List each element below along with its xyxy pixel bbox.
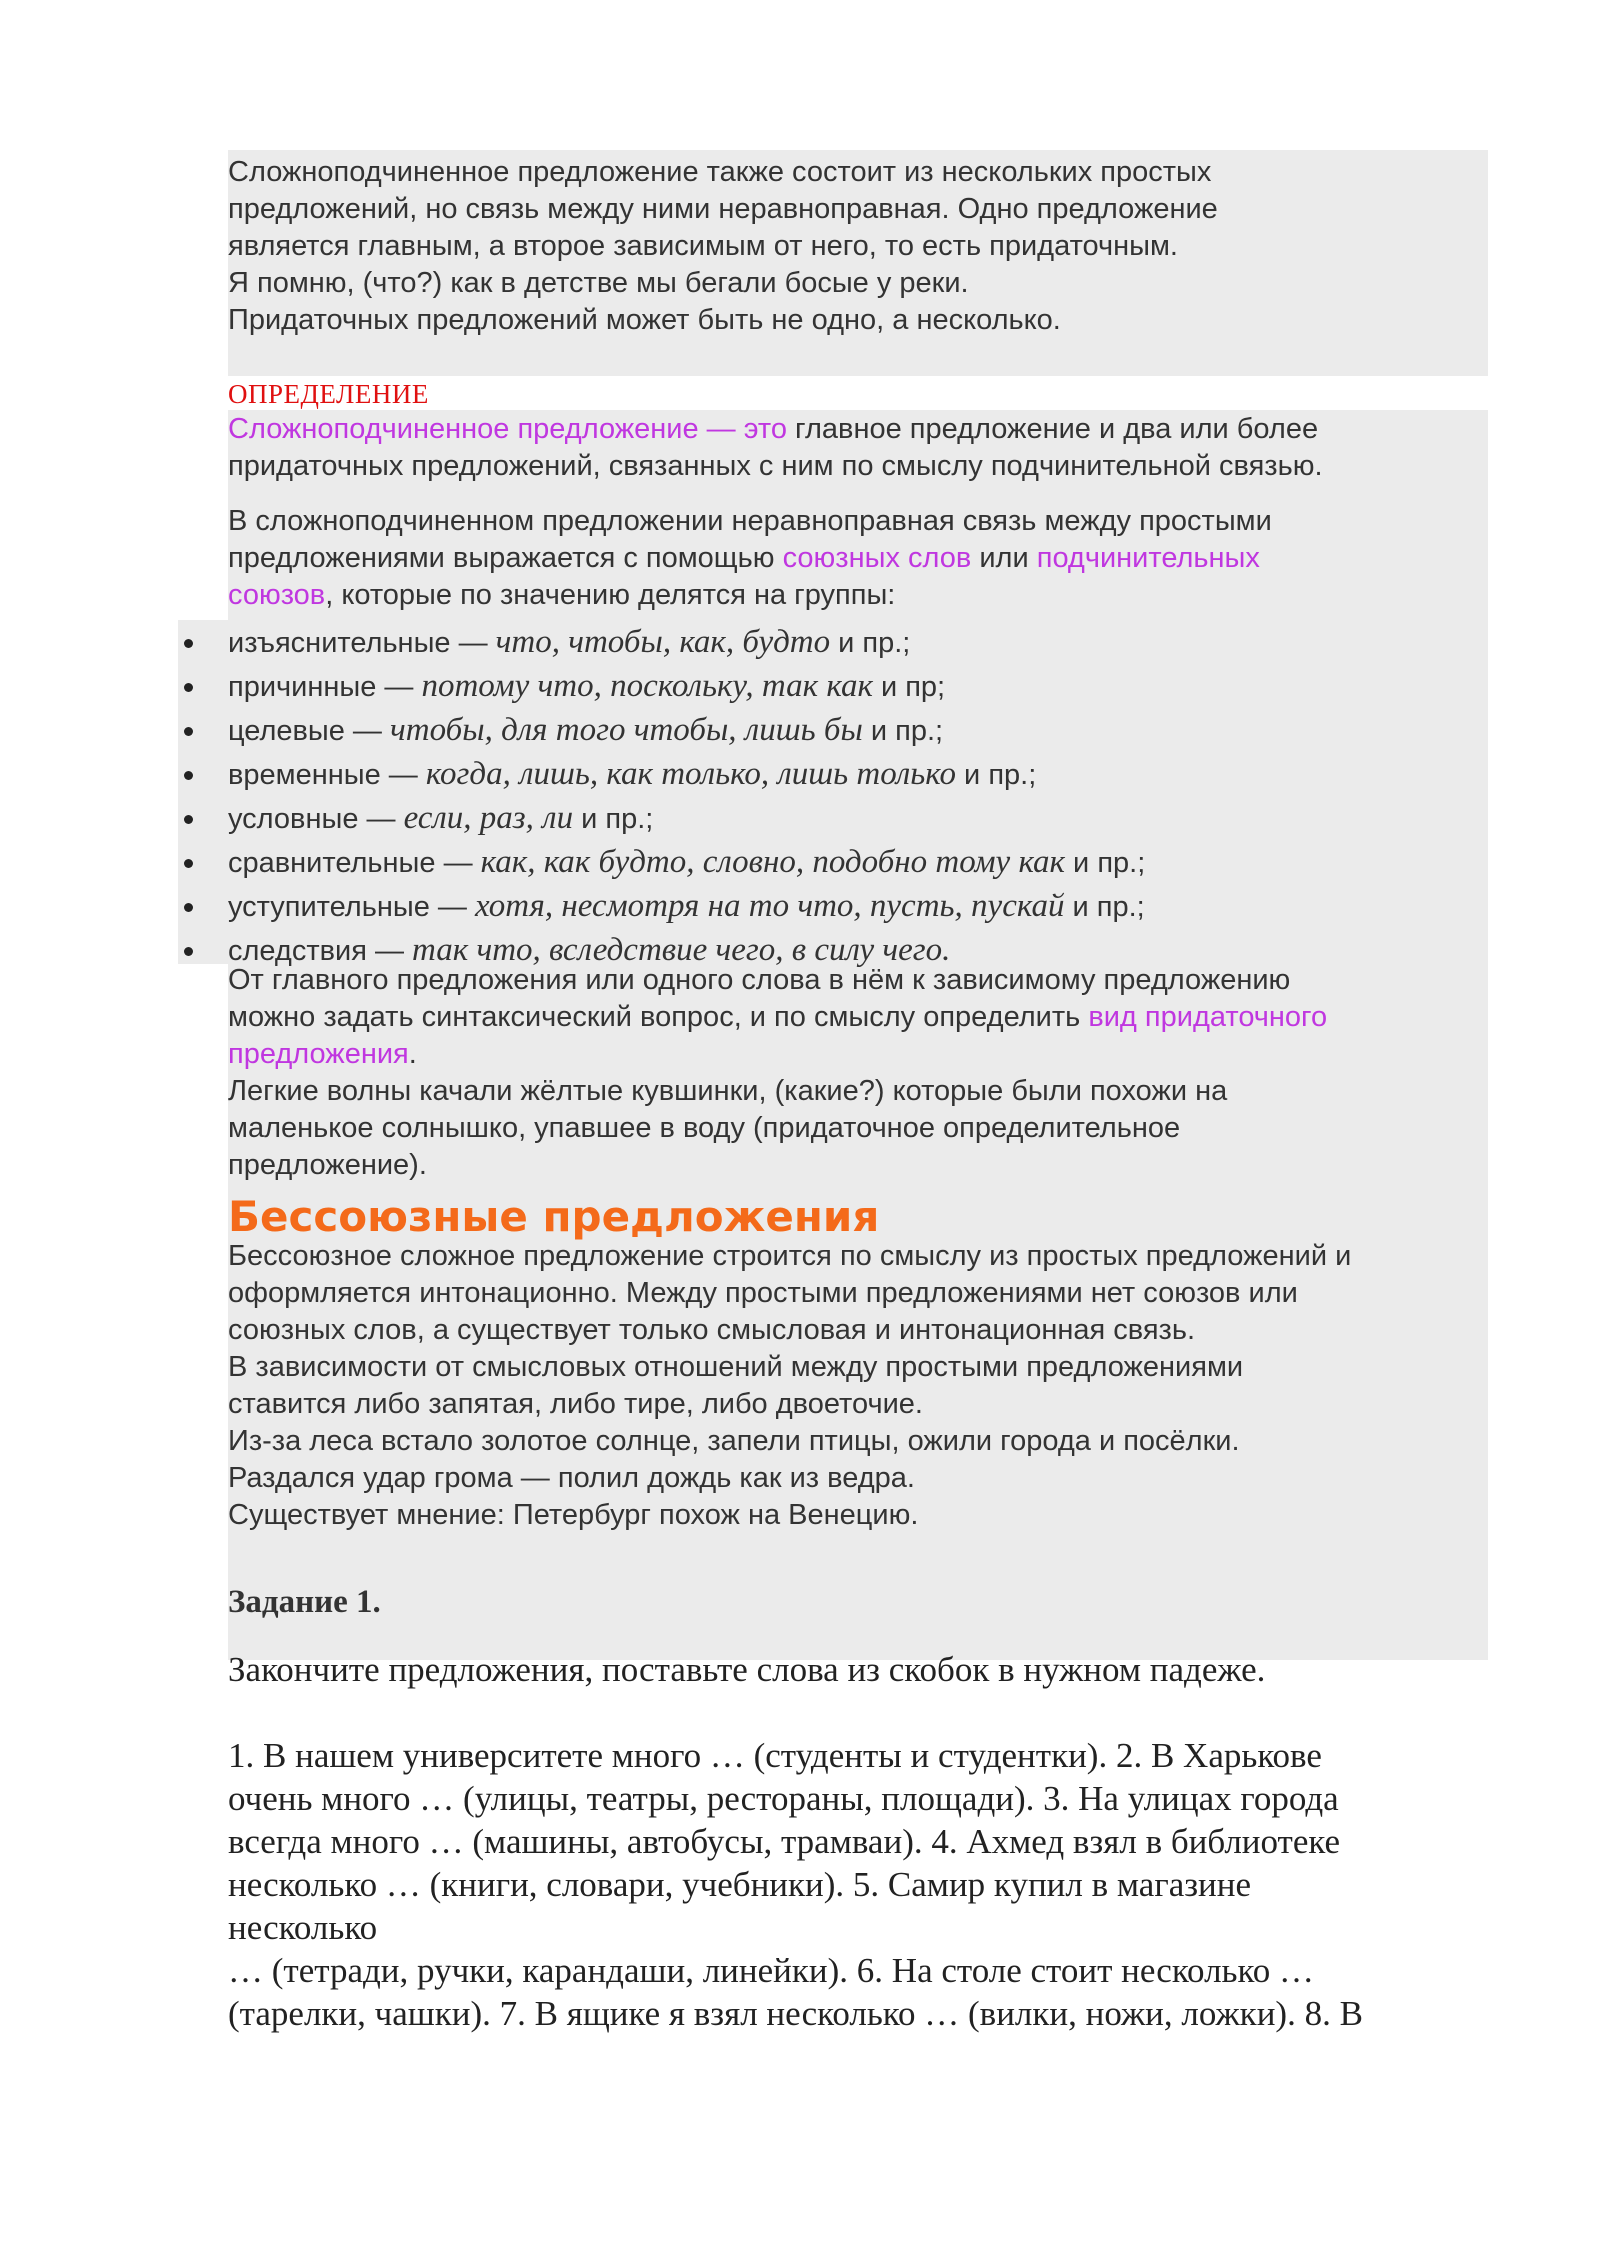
connection-text: предложениями выражается с помощью bbox=[228, 542, 783, 574]
exercise-line: несколько bbox=[228, 1908, 378, 1947]
intro-line: является главным, а второе зависимым от него, то есть придаточным. bbox=[228, 230, 1178, 262]
question-example: маленькое солнышко, упавшее в воду (придаточное определительное bbox=[228, 1112, 1181, 1144]
exercise-line: очень много … (улицы, театры, рестораны, площади). 3. На улицах города bbox=[228, 1779, 1339, 1818]
link-subordinating-conjunctions[interactable]: союзов bbox=[228, 579, 326, 611]
connection-text: или bbox=[971, 542, 1037, 574]
asyndetic-paragraph bbox=[228, 1238, 1488, 1534]
intro-line: предложений, но связь между ними неравноправная. Одно предложение bbox=[228, 193, 1218, 225]
bullet-icon bbox=[184, 771, 193, 780]
asyndetic-line: союзных слов, а существует только смысловая и интонационная связь. bbox=[228, 1314, 1195, 1346]
asyndetic-example: Существует мнение: Петербург похож на Венецию. bbox=[228, 1499, 919, 1531]
asyndetic-line: Бессоюзное сложное предложение строится по смыслу из простых предложений и bbox=[228, 1240, 1352, 1272]
link-subordinate-clause-type[interactable]: предложения bbox=[228, 1038, 409, 1070]
intro-line: Сложноподчиненное предложение также состоит из нескольких простых bbox=[228, 156, 1212, 188]
connection-paragraph bbox=[228, 503, 1488, 614]
bullet-icon bbox=[184, 859, 193, 868]
list-item: изъяснительные — что, чтобы, как, будто и пр.; bbox=[228, 624, 1428, 668]
examples: как, как будто, словно, подобно тому как bbox=[480, 844, 1065, 880]
conjunction-groups-list bbox=[228, 624, 1428, 976]
intro-paragraph bbox=[228, 154, 1488, 339]
task-exercise bbox=[228, 1734, 1488, 2035]
list-item: условные — если, раз, ли и пр.; bbox=[228, 800, 1428, 844]
asyndetic-line: оформляется интонационно. Между простыми предложениями нет союзов или bbox=[228, 1277, 1298, 1309]
examples: если, раз, ли bbox=[403, 800, 574, 836]
bullet-icon bbox=[184, 683, 193, 692]
definition-term-link[interactable]: Сложноподчиненное предложение — это bbox=[228, 413, 787, 445]
exercise-line: 1. В нашем университете много … (студенты и студентки). 2. В Харькове bbox=[228, 1736, 1322, 1775]
question-text: можно задать синтаксический вопрос, и по смыслу определить bbox=[228, 1001, 1089, 1033]
definition-text: придаточных предложений, связанных с ним по смыслу подчинительной связью. bbox=[228, 450, 1323, 482]
exercise-line: всегда много … (машины, автобусы, трамваи). 4. Ахмед взял в библиотеке bbox=[228, 1822, 1341, 1861]
examples: так что, вследствие чего, в силу чего. bbox=[412, 932, 951, 968]
bullet-icon bbox=[184, 815, 193, 824]
definition-text: главное предложение и два или более bbox=[786, 413, 1319, 445]
list-item: причинные — потому что, поскольку, так как и пр; bbox=[228, 668, 1428, 712]
intro-example: Я помню, (что?) как в детстве мы бегали босые у реки. bbox=[228, 267, 969, 299]
task-title: Задание 1. bbox=[228, 1584, 381, 1620]
list-item: сравнительные — как, как будто, словно, подобно тому как и пр.; bbox=[228, 844, 1428, 888]
list-item: временные — когда, лишь, как только, лишь только и пр.; bbox=[228, 756, 1428, 800]
question-text: От главного предложения или одного слова в нём к зависимому предложению bbox=[228, 964, 1291, 996]
definition-paragraph bbox=[228, 411, 1488, 485]
question-text: . bbox=[408, 1038, 417, 1070]
task-instruction: Закончите предложения, поставьте слова из скобок в нужном падеже. bbox=[228, 1650, 1266, 1689]
asyndetic-line: В зависимости от смысловых отношений между простыми предложениями bbox=[228, 1351, 1244, 1383]
asyndetic-line: ставится либо запятая, либо тире, либо двоеточие. bbox=[228, 1388, 923, 1420]
question-paragraph bbox=[228, 962, 1488, 1184]
list-item: следствия — так что, вследствие чего, в силу чего. bbox=[228, 932, 1428, 976]
bullet-icon bbox=[184, 903, 193, 912]
bullet-icon bbox=[184, 639, 193, 648]
exercise-line: (тарелки, чашки). 7. В ящике я взял несколько … (вилки, ножи, ложки). 8. В bbox=[228, 1994, 1363, 2033]
examples: когда, лишь, как только, лишь только bbox=[425, 756, 956, 792]
connection-text: , которые по значению делятся на группы: bbox=[325, 579, 896, 611]
exercise-line: … (тетради, ручки, карандаши, линейки). 6. На столе стоит несколько … bbox=[228, 1951, 1314, 1990]
intro-line: Придаточных предложений может быть не одно, а несколько. bbox=[228, 304, 1061, 336]
link-subordinating-conjunctions[interactable]: подчинительных bbox=[1036, 542, 1260, 574]
bullet-icon bbox=[184, 947, 193, 956]
section-heading: Бессоюзные предложения bbox=[228, 1192, 880, 1241]
question-example: Легкие волны качали жёлтые кувшинки, (какие?) которые были похожи на bbox=[228, 1075, 1228, 1107]
examples: потому что, поскольку, так как bbox=[421, 668, 873, 704]
examples: что, чтобы, как, будто bbox=[495, 624, 831, 660]
connection-text: В сложноподчиненном предложении неравноправная связь между простыми bbox=[228, 505, 1272, 537]
examples: чтобы, для того чтобы, лишь бы bbox=[390, 712, 863, 748]
examples: хотя, несмотря на то что, пусть, пускай bbox=[474, 888, 1065, 924]
bullet-icon bbox=[184, 727, 193, 736]
definition-label: ОПРЕДЕЛЕНИЕ bbox=[228, 379, 429, 409]
asyndetic-example: Раздался удар грома — полил дождь как из ведра. bbox=[228, 1462, 915, 1494]
list-item: уступительные — хотя, несмотря на то что, пусть, пускай и пр.; bbox=[228, 888, 1428, 932]
link-conjunctive-words[interactable]: союзных слов bbox=[782, 542, 972, 574]
link-subordinate-clause-type[interactable]: вид придаточного bbox=[1088, 1001, 1328, 1033]
list-item: целевые — чтобы, для того чтобы, лишь бы и пр.; bbox=[228, 712, 1428, 756]
exercise-line: несколько … (книги, словари, учебники). 5. Самир купил в магазине bbox=[228, 1865, 1252, 1904]
question-example: предложение). bbox=[228, 1149, 427, 1181]
asyndetic-example: Из-за леса встало золотое солнце, запели птицы, ожили города и посёлки. bbox=[228, 1425, 1240, 1457]
